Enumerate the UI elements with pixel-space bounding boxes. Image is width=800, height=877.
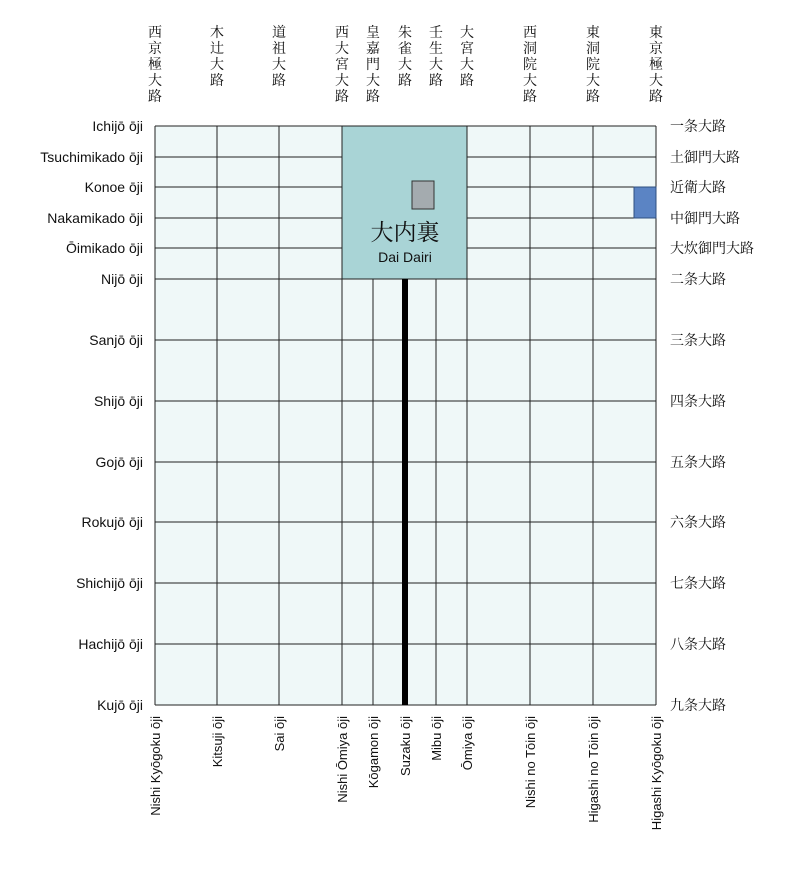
avenue-kanji-char: 京 <box>649 41 663 57</box>
avenue-romaji-label: Ōmiya ōji <box>460 716 475 771</box>
avenue-kanji-char: 宮 <box>335 57 349 73</box>
street-kanji-label: 二条大路 <box>670 272 726 288</box>
avenue-kanji-char: 大 <box>148 73 162 89</box>
avenue-kanji-char: 西 <box>523 25 537 41</box>
street-romaji-label: Kujō ōji <box>97 697 143 713</box>
avenue-kanji-char: 祖 <box>272 41 286 57</box>
avenue-kanji-label <box>586 24 600 105</box>
street-kanji-label: 三条大路 <box>670 333 726 349</box>
avenue-kanji-char: 生 <box>429 41 443 57</box>
avenue-romaji-label: Kitsuji ōji <box>210 716 225 768</box>
street-kanji-label: 中御門大路 <box>670 211 740 227</box>
avenue-romaji-label: Nishi Ōmiya ōji <box>335 716 350 803</box>
street-kanji-label: 四条大路 <box>670 394 726 410</box>
avenue-kanji-char: 京 <box>148 41 162 57</box>
avenue-kanji-char: 大 <box>366 73 380 89</box>
avenue-kanji-char: 門 <box>366 57 380 73</box>
avenue-kanji-char: 路 <box>272 73 286 89</box>
avenue-kanji-char: 路 <box>210 73 224 89</box>
avenue-kanji-label <box>335 25 349 105</box>
street-kanji-label: 一条大路 <box>670 119 726 135</box>
avenue-kanji-char: 大 <box>429 57 443 73</box>
avenue-kanji-label <box>366 25 380 105</box>
avenue-kanji-char: 洞 <box>586 41 600 57</box>
avenue-kanji-label <box>398 24 412 89</box>
street-kanji-label: 七条大路 <box>670 576 726 592</box>
street-kanji-label: 五条大路 <box>670 455 726 471</box>
avenue-kanji-char: 路 <box>649 89 663 105</box>
avenue-kanji-label <box>272 25 286 89</box>
avenue-kanji-char: 大 <box>335 41 349 57</box>
street-romaji-label: Nijō ōji <box>100 271 143 287</box>
street-kanji-label: 六条大路 <box>670 515 726 531</box>
street-romaji-label: Shichijō ōji <box>76 575 143 591</box>
avenue-kanji-char: 路 <box>148 89 162 105</box>
avenue-kanji-char: 路 <box>460 73 474 89</box>
street-romaji-label: Ōimikado ōji <box>65 240 143 256</box>
street-romaji-label: Sanjō ōji <box>89 332 143 348</box>
avenue-romaji-label: Nishi no Tōin ōji <box>523 716 538 809</box>
street-romaji-label: Shijō ōji <box>93 393 143 409</box>
avenue-kanji-char: 宮 <box>460 41 474 57</box>
avenue-kanji-char: 道 <box>272 25 286 41</box>
street-romaji-labels <box>40 118 143 713</box>
avenue-kanji-char: 大 <box>210 57 224 73</box>
avenue-kanji-char: 極 <box>649 57 663 73</box>
street-romaji-label: Konoe ōji <box>84 179 143 195</box>
avenue-kanji-label <box>148 25 162 105</box>
palace-romaji-label: Dai Dairi <box>378 249 432 265</box>
avenue-kanji-char: 大 <box>649 73 663 89</box>
avenue-kanji-char: 嘉 <box>366 41 380 57</box>
avenue-kanji-char: 路 <box>586 89 600 105</box>
avenue-kanji-char: 雀 <box>398 41 412 57</box>
street-romaji-label: Tsuchimikado ōji <box>40 149 143 165</box>
avenue-romaji-label: Mibu ōji <box>429 716 444 761</box>
avenue-kanji-char: 路 <box>335 89 349 105</box>
palace-building <box>412 181 434 209</box>
avenue-romaji-label: Sai ōji <box>272 716 287 752</box>
palace-kanji-label: 大内裏 <box>370 220 440 246</box>
avenue-kanji-char: 院 <box>586 57 600 73</box>
street-kanji-label: 八条大路 <box>670 637 726 653</box>
avenue-kanji-char: 西 <box>335 25 349 41</box>
street-romaji-label: Gojō ōji <box>95 454 143 470</box>
avenue-kanji-char: 大 <box>460 25 474 41</box>
avenue-kanji-char: 大 <box>272 57 286 73</box>
avenue-kanji-char: 大 <box>460 57 474 73</box>
avenue-kanji-label <box>649 24 663 105</box>
avenue-kanji-char: 大 <box>398 57 412 73</box>
avenue-kanji-label <box>210 24 224 89</box>
avenue-romaji-label: Kōgamon ōji <box>366 716 381 789</box>
avenue-romaji-label: Suzaku ōji <box>398 716 413 776</box>
avenue-kanji-char: 大 <box>523 73 537 89</box>
avenue-romaji-label: Higashi no Tōin ōji <box>586 716 601 823</box>
avenue-kanji-char: 極 <box>148 57 162 73</box>
avenue-kanji-char: 皇 <box>366 25 380 41</box>
avenue-kanji-char: 路 <box>398 73 412 89</box>
avenue-kanji-char: 大 <box>586 73 600 89</box>
street-romaji-label: Ichijō ōji <box>92 118 143 134</box>
avenue-romaji-label: Nishi Kyōgoku ōji <box>148 716 163 816</box>
avenue-kanji-char: 朱 <box>398 25 412 41</box>
street-kanji-labels <box>670 118 754 714</box>
avenue-kanji-char: 辻 <box>210 41 224 57</box>
avenue-kanji-char: 路 <box>429 73 443 89</box>
avenue-kanji-char: 木 <box>210 25 224 41</box>
street-kanji-label: 土御門大路 <box>670 150 740 166</box>
avenue-romaji-labels <box>148 716 664 830</box>
avenue-kanji-char: 院 <box>523 57 537 73</box>
street-kanji-label: 九条大路 <box>670 698 726 714</box>
street-romaji-label: Rokujō ōji <box>81 514 143 530</box>
avenue-kanji-char: 路 <box>523 89 537 105</box>
avenue-romaji-label: Higashi Kyōgoku ōji <box>649 716 664 831</box>
avenue-kanji-char: 西 <box>148 25 162 41</box>
street-romaji-label: Hachijō ōji <box>78 636 143 652</box>
avenue-kanji-char: 壬 <box>429 25 443 41</box>
street-romaji-label: Nakamikado ōji <box>47 210 143 226</box>
avenue-kanji-label <box>429 25 443 89</box>
avenue-kanji-labels <box>148 24 663 105</box>
avenue-kanji-char: 東 <box>586 25 600 41</box>
avenue-kanji-label <box>460 24 474 89</box>
avenue-kanji-label <box>523 25 537 105</box>
highlighted-block <box>634 187 656 218</box>
avenue-kanji-char: 洞 <box>523 41 537 57</box>
avenue-kanji-char: 大 <box>335 73 349 89</box>
street-kanji-label: 大炊御門大路 <box>670 241 754 257</box>
street-kanji-label: 近衛大路 <box>670 180 726 196</box>
avenue-kanji-char: 路 <box>366 89 380 105</box>
avenue-kanji-char: 東 <box>649 25 663 41</box>
